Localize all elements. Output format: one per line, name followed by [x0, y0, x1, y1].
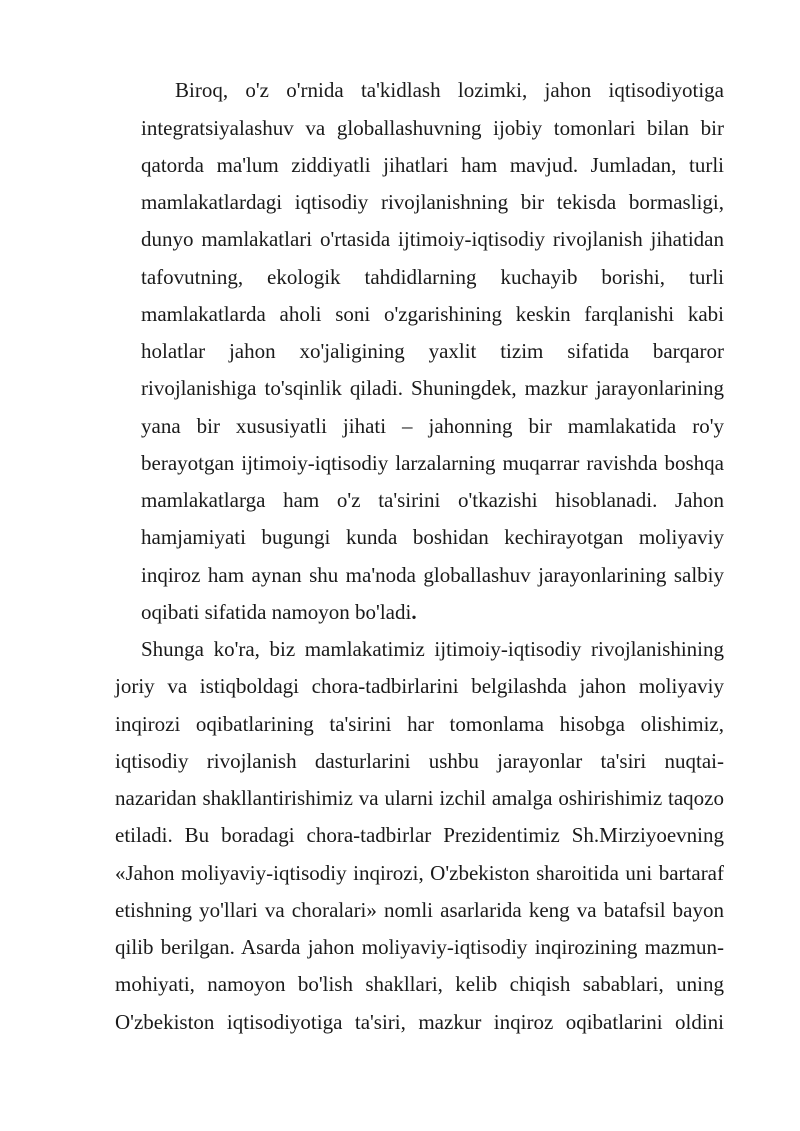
text-line: qilib berilgan. Asarda jahon moliyaviy-iqtisodiy inqirozining mazmun-: [115, 935, 724, 959]
text-line: inqiroz ham aynan shu ma'noda globallashuv jarayonlarining salbiy: [141, 563, 724, 587]
text-line: joriy va istiqboldagi chora-tadbirlarini belgilashda jahon moliyaviy: [115, 674, 724, 698]
text-line: dunyo mamlakatlari o'rtasida ijtimoiy-iqtisodiy rivojlanish jihatidan: [141, 227, 724, 251]
text-line: nazaridan shakllantirishimiz va ularni izchil amalga oshirishimiz taqozo: [115, 786, 724, 810]
text-line: mamlakatlardagi iqtisodiy rivojlanishning bir tekisda bormasligi,: [141, 190, 724, 214]
text-line: «Jahon moliyaviy-iqtisodiy inqirozi, O'zbekiston sharoitida uni bartaraf: [115, 861, 724, 885]
period-mark: .: [411, 600, 417, 624]
text-line: Shunga ko'ra, biz mamlakatimiz ijtimoiy-iqtisodiy rivojlanishining: [141, 637, 724, 661]
text-line: holatlar jahon xo'jaligining yaxlit tizim sifatida barqaror: [141, 339, 724, 363]
text-line: mamlakatlarda aholi soni o'zgarishining keskin farqlanishi kabi: [141, 302, 724, 326]
text-line: mamlakatlarga ham o'z ta'sirini o'tkazishi hisoblanadi. Jahon: [141, 488, 724, 512]
text-line: tafovutning, ekologik tahdidlarning kuchayib borishi, turli: [141, 265, 724, 289]
text-line: berayotgan ijtimoiy-iqtisodiy larzalarning muqarrar ravishda boshqa: [141, 451, 724, 475]
text-line: inqirozi oqibatlarining ta'sirini har tomonlama hisobga olishimiz,: [115, 712, 724, 736]
text-line: qatorda ma'lum ziddiyatli jihatlari ham mavjud. Jumladan, turli: [141, 153, 724, 177]
text-line: O'zbekiston iqtisodiyotiga ta'siri, mazkur inqiroz oqibatlarini oldini: [115, 1010, 724, 1034]
text-line: yana bir xususiyatli jihati – jahonning bir mamlakatida ro'y: [141, 414, 724, 438]
text-line: rivojlanishiga to'sqinlik qiladi. Shuningdek, mazkur jarayonlarining: [141, 376, 724, 400]
text-line: etiladi. Bu boradagi chora-tadbirlar Prezidentimiz Sh.Mirziyoevning: [115, 823, 724, 847]
text-line: iqtisodiy rivojlanish dasturlarini ushbu jarayonlar ta'siri nuqtai-: [115, 749, 724, 773]
text-line: etishning yo'llari va choralari» nomli asarlarida keng va batafsil bayon: [115, 898, 724, 922]
text-line: oqibati sifatida namoyon bo'ladi.: [141, 600, 417, 624]
text-line: mohiyati, namoyon bo'lish shakllari, kelib chiqish sabablari, uning: [115, 972, 724, 996]
text-line: hamjamiyati bugungi kunda boshidan kechirayotgan moliyaviy: [141, 525, 724, 549]
text-line: integratsiyalashuv va globallashuvning ijobiy tomonlari bilan bir: [141, 116, 724, 140]
text-line: Biroq, o'z o'rnida ta'kidlash lozimki, jahon iqtisodiyotiga: [175, 78, 724, 102]
